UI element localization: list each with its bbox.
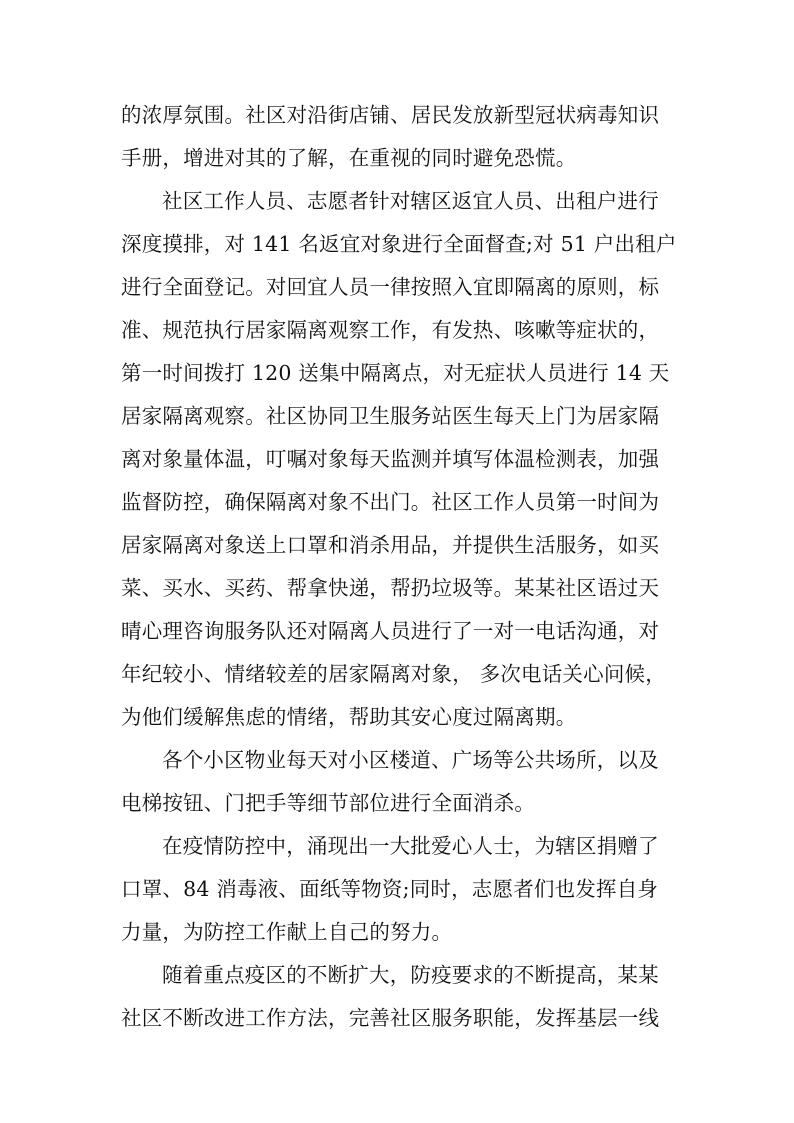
text-line: 准、规范执行居家隔离观察工作，有发热、咳嗽等症状的， xyxy=(121,318,660,342)
text-line: 离对象量体温，叮嘱对象每天监测并填写体温检测表，加强 xyxy=(121,447,660,471)
text-line: 电梯按钮、门把手等细节部位进行全面消杀。 xyxy=(121,791,535,815)
text-line: 在疫情防控中，涌现出一大批爱心人士，为辖区捐赠了 xyxy=(162,834,659,858)
text-line: 手册，增进对其的了解，在重视的同时避免恐慌。 xyxy=(121,146,577,170)
text-line: 监督防控，确保隔离对象不出门。社区工作人员第一时间为 xyxy=(121,490,660,514)
text-line: 第一时间拨打 120 送集中隔离点，对无症状人员进行 14 天 xyxy=(121,361,670,385)
text-line: 菜、买水、买药、帮拿快递，帮扔垃圾等。某某社区语过天 xyxy=(121,576,660,600)
text-line: 口罩、84 消毒液、面纸等物资;同时，志愿者们也发挥自身 xyxy=(121,877,659,901)
text-line: 的浓厚氛围。社区对沿街店铺、居民发放新型冠状病毒知识 xyxy=(121,103,660,127)
text-line: 进行全面登记。对回宜人员一律按照入宜即隔离的原则，标 xyxy=(121,275,660,299)
text-line: 力量，为防控工作献上自己的努力。 xyxy=(121,920,453,944)
text-line: 居家隔离对象送上口罩和消杀用品，并提供生活服务，如买 xyxy=(121,533,660,557)
text-line: 社区工作人员、志愿者针对辖区返宜人员、出租户进行 xyxy=(162,189,659,213)
text-line: 随着重点疫区的不断扩大，防疫要求的不断提高，某某 xyxy=(162,963,659,987)
text-line: 为他们缓解焦虑的情绪，帮助其安心度过隔离期。 xyxy=(121,705,577,729)
text-line: 深度摸排，对 141 名返宜对象进行全面督查;对 51 户出租户 xyxy=(121,232,677,256)
text-line: 晴心理咨询服务队还对隔离人员进行了一对一电话沟通，对 xyxy=(121,619,660,643)
text-line: 年纪较小、情绪较差的居家隔离对象， 多次电话关心问候， xyxy=(121,662,666,686)
text-line: 各个小区物业每天对小区楼道、广场等公共场所，以及 xyxy=(162,748,659,772)
text-line: 居家隔离观察。社区协同卫生服务站医生每天上门为居家隔 xyxy=(121,404,660,428)
text-line: 社区不断改进工作方法，完善社区服务职能，发挥基层一线 xyxy=(121,1006,660,1030)
